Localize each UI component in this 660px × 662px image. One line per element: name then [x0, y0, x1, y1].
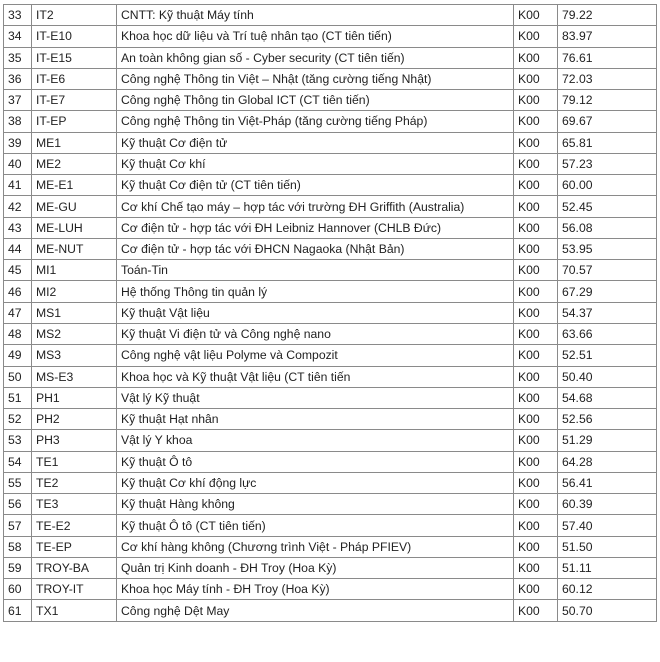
program-name-cell: Công nghệ vật liệu Polyme và Compozit	[117, 345, 514, 366]
row-index-cell: 51	[4, 387, 32, 408]
program-code-cell: IT2	[32, 5, 117, 26]
subject-block-cell: K00	[514, 132, 558, 153]
subject-block-cell: K00	[514, 238, 558, 259]
cutoff-score-cell: 63.66	[558, 323, 657, 344]
program-code-cell: PH1	[32, 387, 117, 408]
program-name-cell: Kỹ thuật Vật liệu	[117, 302, 514, 323]
row-index-cell: 33	[4, 5, 32, 26]
subject-block-cell: K00	[514, 196, 558, 217]
table-row	[4, 387, 657, 408]
row-index-cell: 34	[4, 26, 32, 47]
program-code-cell: MI2	[32, 281, 117, 302]
subject-block-cell: K00	[514, 494, 558, 515]
table-row	[4, 238, 657, 259]
table-row	[4, 90, 657, 111]
program-code-cell: IT-E7	[32, 90, 117, 111]
program-code-cell: TROY-BA	[32, 557, 117, 578]
program-code-cell: PH3	[32, 430, 117, 451]
table-row	[4, 409, 657, 430]
program-code-cell: TE-E2	[32, 515, 117, 536]
subject-block-cell: K00	[514, 387, 558, 408]
cutoff-score-cell: 52.51	[558, 345, 657, 366]
program-code-cell: MS-E3	[32, 366, 117, 387]
subject-block-cell: K00	[514, 557, 558, 578]
program-name-cell: Khoa học Máy tính - ĐH Troy (Hoa Kỳ)	[117, 579, 514, 600]
subject-block-cell: K00	[514, 409, 558, 430]
subject-block-cell: K00	[514, 451, 558, 472]
program-code-cell: TE2	[32, 472, 117, 493]
row-index-cell: 41	[4, 175, 32, 196]
table-row	[4, 26, 657, 47]
subject-block-cell: K00	[514, 111, 558, 132]
table-row	[4, 175, 657, 196]
subject-block-cell: K00	[514, 68, 558, 89]
table-row	[4, 557, 657, 578]
row-index-cell: 44	[4, 238, 32, 259]
table-row	[4, 5, 657, 26]
cutoff-score-cell: 65.81	[558, 132, 657, 153]
program-code-cell: TE3	[32, 494, 117, 515]
row-index-cell: 57	[4, 515, 32, 536]
program-name-cell: Quản trị Kinh doanh - ĐH Troy (Hoa Kỳ)	[117, 557, 514, 578]
cutoff-score-cell: 52.45	[558, 196, 657, 217]
subject-block-cell: K00	[514, 579, 558, 600]
row-index-cell: 55	[4, 472, 32, 493]
program-code-cell: ME-NUT	[32, 238, 117, 259]
subject-block-cell: K00	[514, 153, 558, 174]
row-index-cell: 54	[4, 451, 32, 472]
program-code-cell: TX1	[32, 600, 117, 621]
cutoff-score-cell: 67.29	[558, 281, 657, 302]
program-name-cell: Cơ điện tử - hợp tác với ĐHCN Nagaoka (Nhật Bản)	[117, 238, 514, 259]
table-row	[4, 302, 657, 323]
program-name-cell: Khoa học và Kỹ thuật Vật liệu (CT tiên tiến	[117, 366, 514, 387]
row-index-cell: 52	[4, 409, 32, 430]
table-row	[4, 451, 657, 472]
cutoff-score-cell: 76.61	[558, 47, 657, 68]
subject-block-cell: K00	[514, 302, 558, 323]
program-name-cell: Công nghệ Dệt May	[117, 600, 514, 621]
subject-block-cell: K00	[514, 175, 558, 196]
cutoff-score-cell: 72.03	[558, 68, 657, 89]
subject-block-cell: K00	[514, 217, 558, 238]
subject-block-cell: K00	[514, 281, 558, 302]
program-code-cell: MS1	[32, 302, 117, 323]
row-index-cell: 38	[4, 111, 32, 132]
table-row	[4, 494, 657, 515]
program-code-cell: MI1	[32, 260, 117, 281]
cutoff-score-cell: 60.12	[558, 579, 657, 600]
row-index-cell: 45	[4, 260, 32, 281]
row-index-cell: 40	[4, 153, 32, 174]
program-name-cell: Kỹ thuật Ô tô	[117, 451, 514, 472]
program-code-cell: ME1	[32, 132, 117, 153]
table-row	[4, 153, 657, 174]
subject-block-cell: K00	[514, 26, 558, 47]
program-name-cell: Cơ khí hàng không (Chương trình Việt - Pháp PFIEV)	[117, 536, 514, 557]
row-index-cell: 46	[4, 281, 32, 302]
program-name-cell: Kỹ thuật Ô tô (CT tiên tiến)	[117, 515, 514, 536]
subject-block-cell: K00	[514, 600, 558, 621]
table-row	[4, 196, 657, 217]
subject-block-cell: K00	[514, 5, 558, 26]
table-row	[4, 600, 657, 621]
cutoff-score-cell: 60.00	[558, 175, 657, 196]
program-code-cell: ME2	[32, 153, 117, 174]
row-index-cell: 53	[4, 430, 32, 451]
cutoff-score-cell: 56.08	[558, 217, 657, 238]
cutoff-score-cell: 56.41	[558, 472, 657, 493]
table-row	[4, 430, 657, 451]
program-code-cell: PH2	[32, 409, 117, 430]
row-index-cell: 39	[4, 132, 32, 153]
admission-score-table	[3, 4, 657, 622]
cutoff-score-cell: 54.37	[558, 302, 657, 323]
program-name-cell: An toàn không gian số - Cyber security (CT tiên tiến)	[117, 47, 514, 68]
cutoff-score-cell: 54.68	[558, 387, 657, 408]
row-index-cell: 48	[4, 323, 32, 344]
cutoff-score-cell: 79.12	[558, 90, 657, 111]
table-row	[4, 47, 657, 68]
row-index-cell: 42	[4, 196, 32, 217]
cutoff-score-cell: 64.28	[558, 451, 657, 472]
subject-block-cell: K00	[514, 515, 558, 536]
cutoff-score-cell: 52.56	[558, 409, 657, 430]
cutoff-score-cell: 50.40	[558, 366, 657, 387]
program-name-cell: Cơ điện tử - hợp tác với ĐH Leibniz Hannover (CHLB Đức)	[117, 217, 514, 238]
table-row	[4, 217, 657, 238]
table-row	[4, 366, 657, 387]
subject-block-cell: K00	[514, 536, 558, 557]
subject-block-cell: K00	[514, 90, 558, 111]
program-code-cell: MS2	[32, 323, 117, 344]
table-row	[4, 111, 657, 132]
row-index-cell: 61	[4, 600, 32, 621]
subject-block-cell: K00	[514, 366, 558, 387]
program-name-cell: Hệ thống Thông tin quản lý	[117, 281, 514, 302]
table-row	[4, 68, 657, 89]
program-code-cell: IT-E6	[32, 68, 117, 89]
program-code-cell: TE-EP	[32, 536, 117, 557]
cutoff-score-cell: 51.50	[558, 536, 657, 557]
program-name-cell: Kỹ thuật Cơ khí	[117, 153, 514, 174]
table-row	[4, 472, 657, 493]
program-code-cell: IT-E15	[32, 47, 117, 68]
program-name-cell: Toán-Tin	[117, 260, 514, 281]
cutoff-score-cell: 70.57	[558, 260, 657, 281]
table-row	[4, 579, 657, 600]
program-name-cell: Công nghệ Thông tin Global ICT (CT tiên tiến)	[117, 90, 514, 111]
subject-block-cell: K00	[514, 472, 558, 493]
program-name-cell: Kỹ thuật Vi điện tử và Công nghệ nano	[117, 323, 514, 344]
cutoff-score-cell: 57.40	[558, 515, 657, 536]
program-code-cell: MS3	[32, 345, 117, 366]
table-row	[4, 345, 657, 366]
table-row	[4, 132, 657, 153]
program-name-cell: Kỹ thuật Cơ khí động lực	[117, 472, 514, 493]
program-code-cell: TROY-IT	[32, 579, 117, 600]
program-name-cell: Kỹ thuật Hàng không	[117, 494, 514, 515]
cutoff-score-cell: 50.70	[558, 600, 657, 621]
program-name-cell: CNTT: Kỹ thuật Máy tính	[117, 5, 514, 26]
program-name-cell: Công nghệ Thông tin Việt – Nhật (tăng cường tiếng Nhật)	[117, 68, 514, 89]
table-body	[4, 5, 657, 622]
cutoff-score-cell: 53.95	[558, 238, 657, 259]
subject-block-cell: K00	[514, 345, 558, 366]
program-code-cell: IT-EP	[32, 111, 117, 132]
subject-block-cell: K00	[514, 323, 558, 344]
program-name-cell: Khoa học dữ liệu và Trí tuệ nhân tạo (CT tiên tiến)	[117, 26, 514, 47]
cutoff-score-cell: 57.23	[558, 153, 657, 174]
program-name-cell: Cơ khí Chế tạo máy – hợp tác với trường ĐH Griffith (Australia)	[117, 196, 514, 217]
admission-score-table-container	[3, 4, 657, 622]
program-code-cell: IT-E10	[32, 26, 117, 47]
row-index-cell: 58	[4, 536, 32, 557]
row-index-cell: 49	[4, 345, 32, 366]
cutoff-score-cell: 83.97	[558, 26, 657, 47]
table-row	[4, 260, 657, 281]
row-index-cell: 37	[4, 90, 32, 111]
cutoff-score-cell: 51.29	[558, 430, 657, 451]
program-code-cell: TE1	[32, 451, 117, 472]
row-index-cell: 36	[4, 68, 32, 89]
cutoff-score-cell: 79.22	[558, 5, 657, 26]
program-name-cell: Kỹ thuật Cơ điện tử	[117, 132, 514, 153]
program-code-cell: ME-E1	[32, 175, 117, 196]
program-code-cell: ME-GU	[32, 196, 117, 217]
cutoff-score-cell: 51.11	[558, 557, 657, 578]
program-name-cell: Kỹ thuật Hạt nhân	[117, 409, 514, 430]
table-row	[4, 536, 657, 557]
table-row	[4, 281, 657, 302]
program-name-cell: Vật lý Kỹ thuật	[117, 387, 514, 408]
row-index-cell: 47	[4, 302, 32, 323]
cutoff-score-cell: 69.67	[558, 111, 657, 132]
row-index-cell: 60	[4, 579, 32, 600]
program-name-cell: Kỹ thuật Cơ điện tử (CT tiên tiến)	[117, 175, 514, 196]
program-name-cell: Công nghệ Thông tin Việt-Pháp (tăng cường tiếng Pháp)	[117, 111, 514, 132]
program-code-cell: ME-LUH	[32, 217, 117, 238]
row-index-cell: 35	[4, 47, 32, 68]
program-name-cell: Vật lý Y khoa	[117, 430, 514, 451]
row-index-cell: 43	[4, 217, 32, 238]
row-index-cell: 59	[4, 557, 32, 578]
subject-block-cell: K00	[514, 260, 558, 281]
table-row	[4, 323, 657, 344]
table-row	[4, 515, 657, 536]
row-index-cell: 56	[4, 494, 32, 515]
row-index-cell: 50	[4, 366, 32, 387]
subject-block-cell: K00	[514, 47, 558, 68]
cutoff-score-cell: 60.39	[558, 494, 657, 515]
subject-block-cell: K00	[514, 430, 558, 451]
